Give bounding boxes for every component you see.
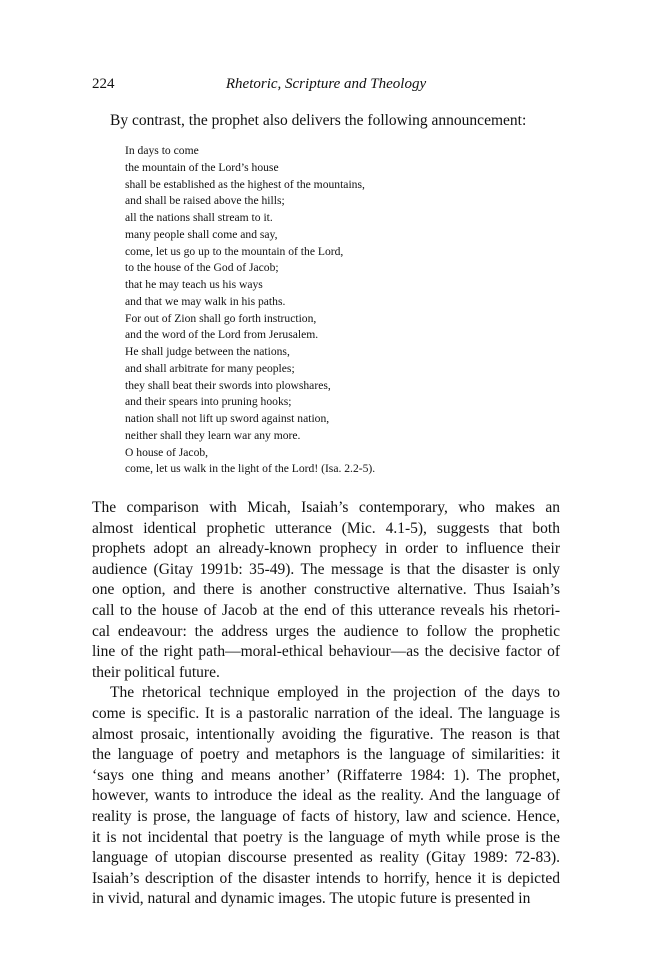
text-line: one option, and there is another constructive alternative. Thus Isaiah’s [92,581,560,599]
verse-line: nation shall not lift up sword against nation, [125,412,330,425]
verse-line: and that we may walk in his paths. [125,294,286,308]
paragraph-2 [92,683,560,910]
text-line: reality is prose, the language of facts of history, law and science. Hence, [92,807,560,825]
text-line: almost prosaic, intentionally avoiding the figurative. The reason is that [92,725,560,743]
verse-line: shall be established as the highest of the mountains, [125,177,365,191]
text-line: in vivid, natural and dynamic images. The utopic future is presented in [92,890,531,908]
page-number: 224 [92,76,115,92]
verse-line: to the house of the God of Jacob; [125,261,279,275]
text-line: The comparison with Micah, Isaiah’s contemporary, who makes an [92,499,560,516]
verse-line: neither shall they learn war any more. [125,428,301,442]
verse-line: all the nations shall stream to it. [125,211,273,224]
verse-line: He shall judge between the nations, [125,345,290,358]
running-header [92,76,560,98]
text-line: call to the house of Jacob at the end of this utterance reveals his rhetori- [92,601,560,619]
verse-line: come, let us walk in the light of the Lord! (Isa. 2.2-5). [125,462,376,476]
verse-line: In days to come [125,144,199,157]
verse-line: that he may teach us his ways [125,278,263,291]
text-line: ‘says one thing and means another’ (Riffaterre 1984: 1). The prophet, [92,766,560,784]
verse-line: they shall beat their swords into plowshares, [125,378,331,392]
verse-line: and shall arbitrate for many peoples; [125,361,295,375]
intro-sentence: By contrast, the prophet also delivers the following announcement: [110,112,527,129]
text-line: almost identical prophetic utterance (Mic. 4.1-5), suggests that both [92,519,560,537]
body-text [92,498,560,910]
running-title: Rhetoric, Scripture and Theology [225,76,427,92]
verse-line: O house of Jacob, [125,445,209,459]
text-line: cal endeavour: the address urges the audience to follow the prophetic [92,622,560,640]
text-line: the language of poetry and metaphors is the language of similarities: it [92,746,560,764]
text-line: their political future. [92,663,220,681]
verse-line: and shall be raised above the hills; [125,194,285,208]
text-line: line of the right path—moral-ethical behaviour—as the decisive factor of [92,643,560,661]
text-line: audience (Gitay 1991b: 35-49). The message is that the disaster is only [92,560,560,578]
text-line: however, wants to introduce the ideal as the reality. And the language of [92,787,560,805]
verse-line: and their spears into pruning hooks; [125,395,292,409]
verse-line: the mountain of the Lord’s house [125,160,279,174]
text-line: Isaiah’s description of the disaster intends to horrify, hence it is depicted [92,869,560,887]
text-line: come is specific. It is a pastoralic narration of the ideal. The language is [92,704,560,722]
paragraph-1 [92,498,560,683]
quoted-verse-block [125,143,375,478]
verse-line: come, let us go up to the mountain of the Lord, [125,244,344,258]
verse-line: For out of Zion shall go forth instruction, [125,311,317,325]
text-line: language of utopian discourse presented as reality (Gitay 1989: 72-83). [92,849,560,867]
verse-line: many people shall come and say, [125,227,278,241]
verse-line: and the word of the Lord from Jerusalem. [125,328,319,342]
text-line: prophets adopt an already-known prophecy in order to influence their [92,540,560,558]
text-line: The rhetorical technique employed in the projection of the days to [110,684,560,702]
text-line: it is not incidental that poetry is the language of myth while prose is the [92,828,560,846]
